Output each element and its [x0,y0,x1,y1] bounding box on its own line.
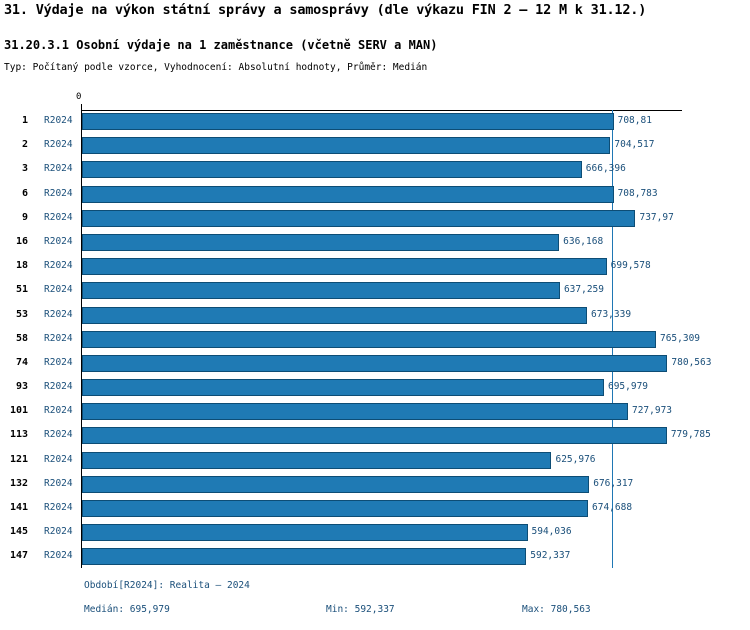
chart-parameters: Typ: Počítaný podle vzorce, Vyhodnocení: Absolutní hodnoty, Průměr: Medián [4,62,428,73]
row-index-label: 74 [15,356,28,368]
row-index-label: 51 [15,284,28,296]
bar-rows [0,110,750,570]
bar [82,548,526,565]
bar [82,282,560,299]
bar [82,403,628,420]
x-axis-zero-label: 0 [76,92,82,102]
row-period-label: R2024 [44,308,73,320]
bar-value-label: 708,783 [617,187,658,199]
bar-value-label: 737,97 [639,211,674,223]
bar [82,524,528,541]
table-row [0,352,750,376]
page-title: 31. Výdaje na výkon státní správy a samosprávy (dle výkazu FIN 2 – 12 M k 31.12.) [4,2,647,18]
table-row [0,110,750,134]
row-period-label: R2024 [44,211,73,223]
row-index-label: 121 [9,453,28,465]
bar [82,476,589,493]
row-period-label: R2024 [44,526,73,538]
row-period-label: R2024 [44,429,73,441]
bar-value-label: 636,168 [563,235,604,247]
bar-value-label: 637,259 [563,284,604,296]
table-row [0,231,750,255]
min-label: Min: 592,337 [326,604,395,615]
table-row [0,158,750,182]
row-index-label: 145 [9,526,28,538]
bar [82,331,656,348]
bar-value-label: 727,973 [631,405,673,417]
row-period-label: R2024 [44,163,73,175]
row-period-label: R2024 [44,139,73,151]
table-row [0,545,750,569]
row-period-label: R2024 [44,260,73,272]
bar-value-label: 676,317 [593,477,634,489]
row-index-label: 113 [9,429,28,441]
row-period-label: R2024 [44,284,73,296]
bar-value-label: 673,339 [591,308,632,320]
row-period-label: R2024 [44,235,73,247]
table-row [0,279,750,303]
row-period-label: R2024 [44,502,73,513]
bar [82,258,607,275]
median-label: Medián: 695,979 [84,604,170,615]
table-row [0,497,750,521]
table-row [0,207,750,231]
bar [82,234,559,251]
row-index-label: 101 [9,405,28,417]
bar-value-label: 780,563 [671,356,712,368]
row-period-label: R2024 [44,332,73,344]
bar [82,307,587,324]
bar-value-label: 625,976 [555,453,596,465]
bar-value-label: 779,785 [670,429,711,441]
row-index-label: 93 [15,381,28,393]
table-row [0,400,750,424]
bar-value-label: 699,578 [610,260,651,272]
table-row [0,521,750,545]
row-period-label: R2024 [44,477,73,489]
row-index-label: 141 [9,502,28,513]
row-index-label: 147 [9,550,28,562]
max-label: Max: 780,563 [522,604,591,615]
bar-value-label: 695,979 [607,381,649,393]
row-index-label: 1 [21,115,28,126]
row-index-label: 3 [21,163,28,175]
row-index-label: 58 [15,332,28,344]
bar-value-label: 674,688 [592,502,633,513]
row-index-label: 16 [15,235,28,247]
row-index-label: 6 [21,187,28,199]
bar [82,355,667,372]
row-period-label: R2024 [44,187,73,199]
bar [82,427,667,444]
row-period-label: R2024 [44,453,73,465]
bar-value-label: 708,81 [617,115,652,126]
legend-label: Období[R2024]: Realita – 2024 [84,580,250,591]
table-row [0,183,750,207]
bar-value-label: 765,309 [659,332,701,344]
bar-value-label: 592,337 [530,550,571,562]
table-row [0,376,750,400]
table-row [0,304,750,328]
bar [82,161,582,178]
bar [82,210,635,227]
row-index-label: 132 [9,477,28,489]
table-row [0,328,750,352]
row-period-label: R2024 [44,381,73,393]
row-period-label: R2024 [44,356,73,368]
table-row [0,473,750,497]
bar [82,452,551,469]
row-index-label: 53 [15,308,28,320]
bar-value-label: 666,396 [585,163,626,175]
row-index-label: 9 [21,211,28,223]
bar [82,379,604,396]
bar-value-label: 594,036 [531,526,572,538]
bar [82,113,614,130]
table-row [0,134,750,158]
row-period-label: R2024 [44,115,73,126]
bar-value-label: 704,517 [614,139,655,151]
bar [82,500,588,517]
table-row [0,449,750,473]
bar [82,137,610,154]
row-index-label: 18 [15,260,28,272]
bar [82,186,614,203]
row-index-label: 2 [21,139,28,151]
chart-subtitle: 31.20.3.1 Osobní výdaje na 1 zaměstnance (včetně SERV a MAN) [4,38,438,52]
table-row [0,424,750,448]
row-period-label: R2024 [44,550,73,562]
table-row [0,255,750,279]
row-period-label: R2024 [44,405,73,417]
